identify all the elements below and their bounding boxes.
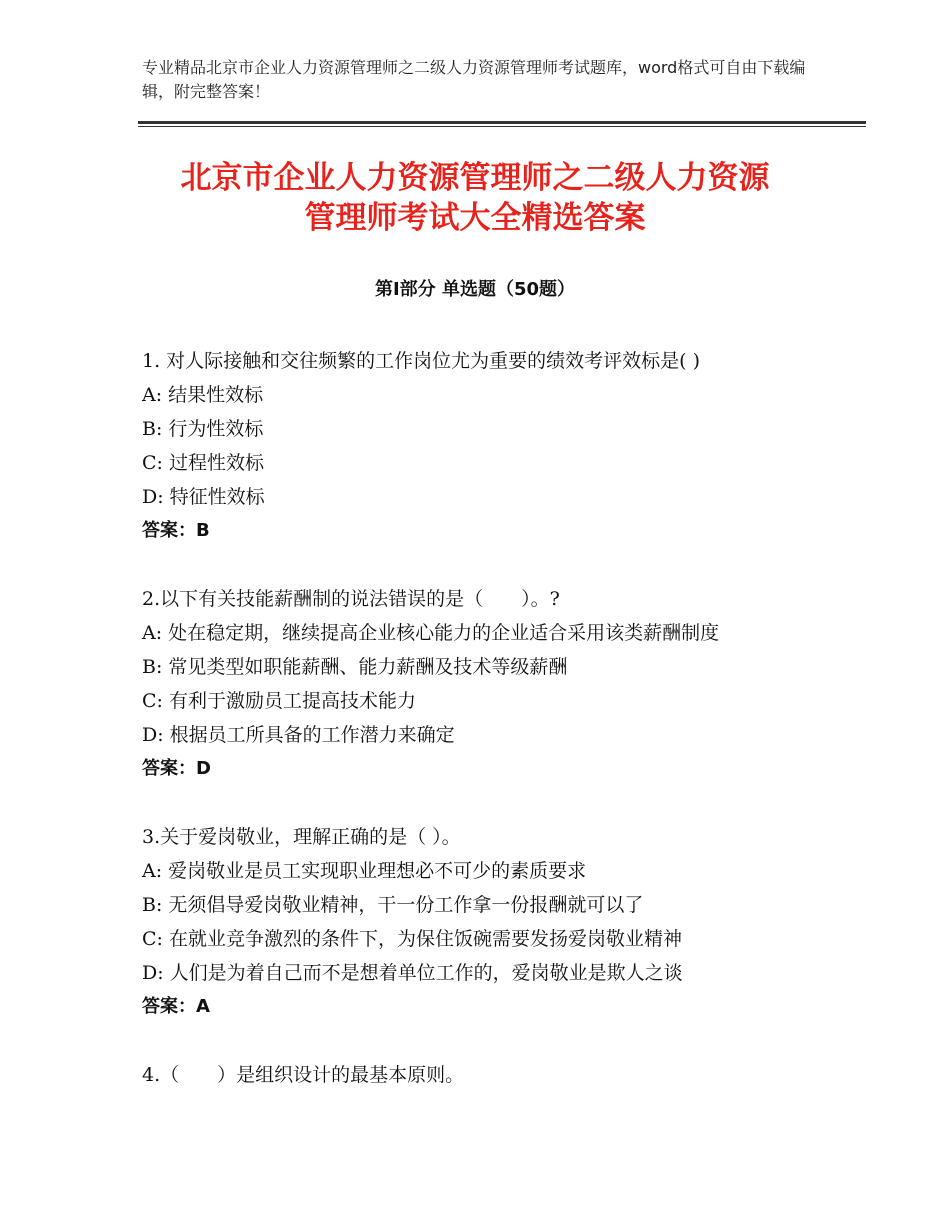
option-b: B: 无须倡导爱岗敬业精神，干一份工作拿一份报酬就可以了 xyxy=(142,894,644,916)
question-2 xyxy=(142,582,862,786)
answer-line: 答案：D xyxy=(142,758,211,779)
option-c: C: 过程性效标 xyxy=(142,452,264,474)
answer-line: 答案：A xyxy=(142,996,210,1017)
question-1 xyxy=(142,344,862,548)
question-list xyxy=(142,344,862,1126)
question-stem: 2.以下有关技能薪酬制的说法错误的是（ ）。? xyxy=(142,588,560,610)
option-d: D: 人们是为着自己而不是想着单位工作的，爱岗敬业是欺人之谈 xyxy=(142,962,683,984)
question-stem: 3.关于爱岗敬业，理解正确的是（ ）。 xyxy=(142,826,461,848)
question-stem: 4.（ ）是组织设计的最基本原则。 xyxy=(142,1064,465,1086)
header-divider-thick xyxy=(138,121,866,124)
question-stem: 1. 对人际接触和交往频繁的工作岗位尤为重要的绩效考评效标是( ) xyxy=(142,350,701,372)
question-4 xyxy=(142,1058,862,1092)
header-divider-thin xyxy=(138,126,866,127)
answer-line: 答案：B xyxy=(142,520,210,541)
title-line-1: 北京市企业人力资源管理师之二级人力资源 xyxy=(180,160,770,196)
header-note: 专业精品北京市企业人力资源管理师之二级人力资源管理师考试题库，word格式可自由下载编辑，附完整答案！ xyxy=(142,58,806,101)
option-a: A: 爱岗敬业是员工实现职业理想必不可少的素质要求 xyxy=(142,860,587,882)
option-d: D: 根据员工所具备的工作潜力来确定 xyxy=(142,724,455,746)
question-3 xyxy=(142,820,862,1024)
document-title xyxy=(100,158,850,238)
title-line-2: 管理师考试大全精选答案 xyxy=(304,200,646,236)
option-c: C: 有利于激励员工提高技术能力 xyxy=(142,690,416,712)
section-heading: 第Ⅰ部分 单选题（50题） xyxy=(374,279,575,300)
option-b: B: 常见类型如职能薪酬、能力薪酬及技术等级薪酬 xyxy=(142,656,568,678)
option-c: C: 在就业竞争激烈的条件下，为保住饭碗需要发扬爱岗敬业精神 xyxy=(142,928,682,950)
option-a: A: 结果性效标 xyxy=(142,384,264,406)
option-a: A: 处在稳定期，继续提高企业核心能力的企业适合采用该类薪酬制度 xyxy=(142,622,720,644)
option-b: B: 行为性效标 xyxy=(142,418,264,440)
option-d: D: 特征性效标 xyxy=(142,486,265,508)
